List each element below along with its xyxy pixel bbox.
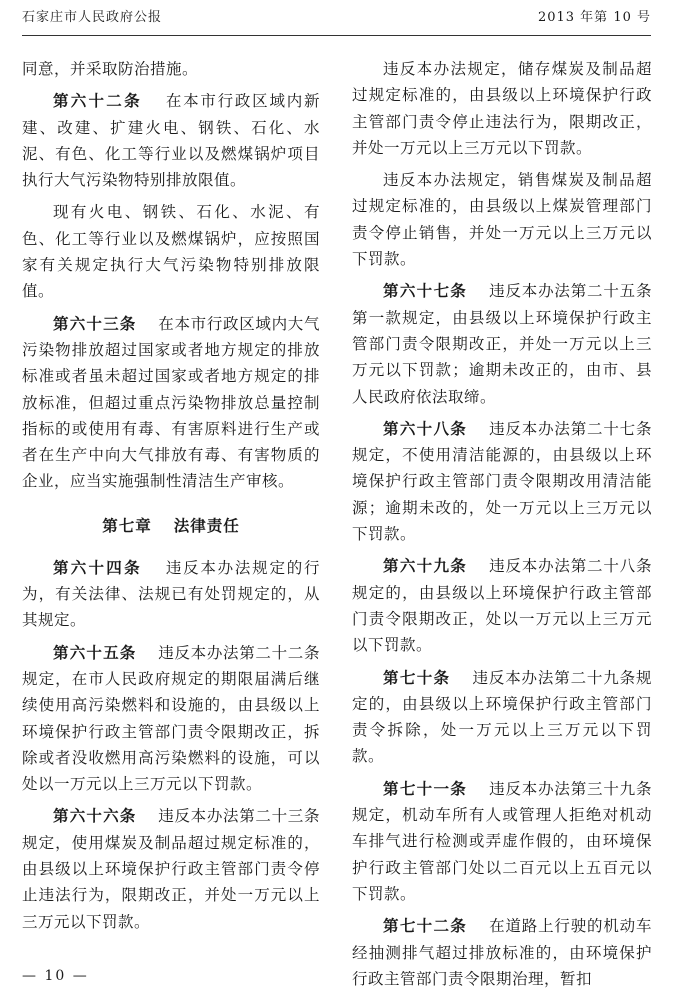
chapter-heading: [22, 513, 320, 539]
paragraph-continuation: 同意，并采取防治措施。: [22, 60, 199, 78]
left-column: [22, 56, 320, 935]
article-67-heading: 第六十七条: [383, 282, 468, 301]
article-65-text: 违反本办法第二十二条规定，在市人民政府规定的期限届满后继续使用高污染燃料和设施的，由县级以上环境保护行政主管部门责令限期改正，拆除或者没收燃用高污染燃料的设施，可以处以一万元以上三万元以下罚款。: [22, 643, 320, 794]
article-68-heading: 第六十八条: [383, 419, 468, 438]
running-header: [22, 4, 651, 32]
article-63-heading: 第六十三条: [53, 314, 137, 333]
article-69: [352, 553, 652, 658]
chapter-title: 法律责任: [173, 516, 240, 535]
article-71: [352, 776, 652, 907]
article-66-paragraph-3: 违反本办法规定，销售煤炭及制品超过规定标准的，由县级以上煤炭管理部门责令停止销售，并处一万元以上三万元以下罚款。: [352, 171, 652, 269]
article-62-heading: 第六十二条: [53, 92, 142, 111]
article-70-text: 违反本办法第二十九条规定的，由县级以上环境保护行政主管部门责令拆除，处一万元以上三万元以下罚款。: [352, 668, 652, 766]
page-number: — 10 —: [22, 968, 89, 984]
article-64-heading: 第六十四条: [53, 558, 142, 577]
article-62: [22, 88, 320, 193]
article-69-text: 违反本办法第二十八条规定的，由县级以上环境保护行政主管部门责令限期改正，处以一万元以上三万元以下罚款。: [352, 557, 652, 655]
article-65: [22, 640, 320, 798]
article-63-text: 在本市行政区域内大气污染物排放超过国家或者地方规定的排放标准或者虽未超过国家或者地方规定的排放标准，但超过重点污染物排放总量控制指标的或使用有毒、有害原料进行生产或者在生产中向大气排放有毒、有害物质的企业，应当实施强制性清洁生产审核。: [22, 314, 320, 491]
publication-title: 石家庄市人民政府公报: [22, 10, 163, 25]
issue-number: 2013 年第 10 号: [537, 10, 651, 25]
article-67-text: 违反本办法第二十五条第一款规定，由县级以上环境保护行政主管部门责令限期改正，并处一万元以上三万元以下罚款；逾期未改正的，由市、县人民政府依法取缔。: [352, 282, 652, 406]
right-column: [352, 56, 652, 992]
article-71-heading: 第七十一条: [383, 779, 468, 798]
article-63: [22, 311, 320, 495]
article-64-text: 违反本办法规定的行为，有关法律、法规已有处罚规定的，从其规定。: [22, 558, 320, 630]
article-67: [352, 278, 652, 409]
chapter-number: 第七章: [102, 516, 152, 535]
article-65-heading: 第六十五条: [53, 643, 137, 662]
article-66-heading: 第六十六条: [53, 807, 137, 826]
article-62-text: 在本市行政区域内新建、改建、扩建火电、钢铁、石化、水泥、有色、化工等行业以及燃煤锅炉项目执行大气污染物特别排放限值。: [22, 92, 320, 190]
article-68: [352, 416, 652, 547]
article-66: [22, 803, 320, 934]
article-66-text: 违反本办法第二十三条规定，使用煤炭及制品超过规定标准的，由县级以上环境保护行政主管部门责令停止违法行为，限期改正，并处一万元以上三万元以下罚款。: [22, 807, 320, 931]
article-68-text: 违反本办法第二十七条规定，不使用清洁能源的，由县级以上环境保护行政主管部门责令限期改用清洁能源；逾期未改的，处一万元以上三万元以下罚款。: [352, 419, 652, 544]
article-72: [352, 913, 652, 992]
article-71-text: 违反本办法第三十九条规定，机动车所有人或管理人拒绝对机动车排气进行检测或弄虚作假的，由环境保护行政主管部门处以二百元以上五百元以下罚款。: [352, 779, 652, 903]
article-69-heading: 第六十九条: [383, 557, 468, 576]
header-rule: [22, 35, 651, 36]
article-66-paragraph-2: 违反本办法规定，储存煤炭及制品超过规定标准的，由县级以上环境保护行政主管部门责令停止违法行为，限期改正，并处一万元以上三万元以下罚款。: [352, 60, 652, 157]
article-72-text: 在道路上行驶的机动车经抽测排气超过排放标准的，由环境保护行政主管部门责令限期治理，暂扣: [352, 917, 652, 988]
article-72-heading: 第七十二条: [383, 917, 468, 936]
article-64: [22, 555, 320, 634]
article-62-paragraph-2: 现有火电、钢铁、石化、水泥、有色、化工等行业以及燃煤锅炉，应按照国家有关规定执行大气污染物特别排放限值。: [22, 203, 320, 301]
article-70: [352, 665, 652, 770]
article-70-heading: 第七十条: [383, 668, 451, 687]
